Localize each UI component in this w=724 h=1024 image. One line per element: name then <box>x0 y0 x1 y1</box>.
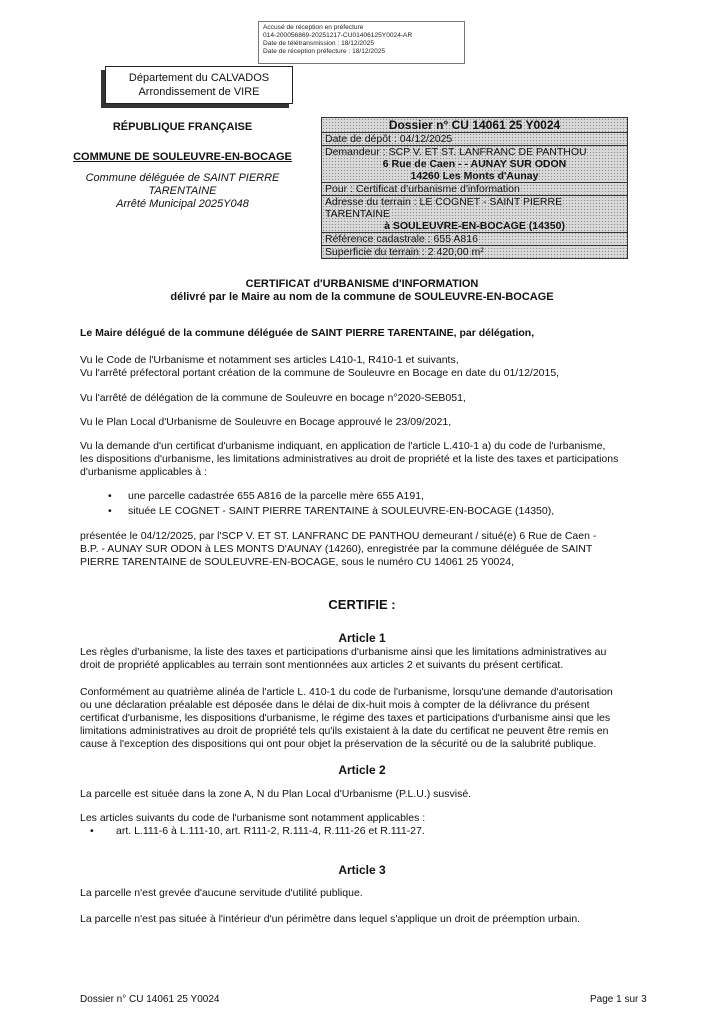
list-item-text: située LE COGNET - SAINT PIERRE TARENTAINE à SOULEUVRE-EN-BOCAGE (14350), <box>128 505 555 517</box>
superficie: Superficie du terrain : 2 420,00 m² <box>322 245 627 258</box>
stamp-line: Date de télétransmission : 18/12/2025 <box>263 40 375 47</box>
adresse-line: à SOULEUVRE-EN-BOCAGE (14350) <box>384 220 565 232</box>
certificate-title-line: CERTIFICAT d'URBANISME d'INFORMATION <box>245 278 479 290</box>
delegated-commune-line: Commune déléguée de SAINT PIERRE <box>85 172 280 184</box>
article-line: ou une déclaration préalable est déposée dans le délai de dix-huit mois à compter de la délivrance du présent <box>80 699 590 711</box>
vu-line: Vu le Code de l'Urbanisme et notamment ses articles L410-1, R410-1 et suivants, <box>80 354 459 366</box>
department-box <box>105 66 293 104</box>
article-line: limitations administratives au droit de propriété tels qu'ils existaient à la date du certificat ne peuvent être remis en <box>80 725 609 737</box>
article-line: certificat d'urbanisme, les dispositions d'urbanisme, le régime des taxes et participations d'urbanisme ainsi que les <box>80 712 611 724</box>
article-heading: Article 3 <box>338 863 386 877</box>
page-number: Page 1 sur 3 <box>590 994 647 1005</box>
certificate-title <box>0 278 724 304</box>
date-depot: Date de dépôt : 04/12/2025 <box>322 132 627 145</box>
maire-text: Le Maire délégué de la commune déléguée de SAINT PIERRE TARENTAINE, par délégation, <box>80 327 535 339</box>
article3-paragraph: La parcelle n'est pas située à l'intérieur d'un périmètre dans lequel s'applique un droit de préemption urbain. <box>80 913 581 925</box>
presentee-paragraph <box>80 530 650 569</box>
vu-line: Vu la demande d'un certificat d'urbanisme indiquant, en application de l'article L.410-1 a) du code de l'urbanisme, <box>80 440 606 452</box>
dossier-number: Dossier n° CU 14061 25 Y0024 <box>388 118 561 132</box>
bullet-icon: • <box>108 490 112 502</box>
certificate-subtitle: délivré par le Maire au nom de la commune de SOULEUVRE-EN-BOCAGE <box>170 291 554 303</box>
article2-paragraph: La parcelle est située dans la zone A, N du Plan Local d'Urbanisme (P.L.U.) susvisé. <box>80 788 472 800</box>
department-name: Département du CALVADOS <box>128 72 270 84</box>
article-line: droit de propriété applicables au terrain sont mentionnées aux articles 2 et suivants du présent certificat. <box>80 659 564 671</box>
presentee-line: présentée le 04/12/2025, par l'SCP V. ET ST. LANFRANC DE PANTHOU demeurant / situé(e) 6 Rue de Caen - <box>80 530 597 542</box>
maire-statement <box>80 327 640 340</box>
vu-paragraph <box>80 354 640 380</box>
arrondissement-name: Arrondissement de VIRE <box>138 86 260 98</box>
stamp-line: Accusé de réception en préfecture <box>263 24 364 31</box>
presentee-line: B.P. - AUNAY SUR ODON à LES MONTS D'AUNAY (14260), enregistrée par la commune déléguée de SAINT <box>80 543 593 555</box>
reception-stamp <box>258 21 465 64</box>
article-line: Les règles d'urbanisme, la liste des taxes et participations d'urbanisme ainsi que les limitations administratives au <box>80 646 607 658</box>
certifie-heading: CERTIFIE : <box>328 597 396 612</box>
vu-demand-paragraph <box>80 440 640 479</box>
list-item-text: art. L.111-6 à L.111-10, art. R111-2, R.111-4, R.111-26 et R.111-27. <box>116 825 425 837</box>
delegated-commune <box>60 172 305 211</box>
vu-line: les dispositions d'urbanisme, les limitations administratives au droit de propriété et la liste des taxes et participations <box>80 453 619 465</box>
article3-paragraph: La parcelle n'est grevée d'aucune servitude d'utilité publique. <box>80 887 363 899</box>
demandeur <box>322 145 627 182</box>
commune-name: COMMUNE DE SOULEUVRE-EN-BOCAGE <box>73 151 292 163</box>
vu-line: Vu l'arrêté préfectoral portant création de la commune de Souleuvre en Bocage en date du 01/12/2015, <box>80 367 560 379</box>
pour: Pour : Certificat d'urbanisme d'information <box>322 182 627 195</box>
demandeur-line: 14260 Les Monts d'Aunay <box>410 170 539 182</box>
article2-paragraph: Les articles suivants du code de l'urbanisme sont notamment applicables : <box>80 812 426 824</box>
dossier-box <box>321 117 628 259</box>
article1-paragraph <box>80 646 650 672</box>
demandeur-line: Demandeur : SCP V. ET ST. LANFRANC DE PANTHOU <box>325 146 587 158</box>
arrete-number: Arrêté Municipal 2025Y048 <box>116 198 249 210</box>
article1-paragraph <box>80 686 650 751</box>
stamp-line: 014-200056869-20251217-CU01406125Y0024-AR <box>263 32 413 39</box>
vu-paragraph: Vu l'arrêté de délégation de la commune de Souleuvre en bocage n°2020-SEB051, <box>80 392 466 404</box>
vu-line: d'urbanisme applicables à : <box>80 466 207 478</box>
adresse-line: Adresse du terrain : LE COGNET - SAINT PIERRE TARENTAINE <box>325 196 563 220</box>
article-line: cause à l'exception des dispositions qui ont pour objet la préservation de la sécurité ou de la salubrité publique. <box>80 738 597 750</box>
adresse-terrain <box>322 195 627 232</box>
stamp-line: Date de réception préfecture : 18/12/2025 <box>263 48 386 55</box>
list-item-text: une parcelle cadastrée 655 A816 de la parcelle mère 655 A191, <box>128 490 424 502</box>
footer-dossier: Dossier n° CU 14061 25 Y0024 <box>80 994 220 1005</box>
bullet-icon: • <box>90 825 94 837</box>
reference-cadastrale: Référence cadastrale : 655 A816 <box>322 232 627 245</box>
delegated-commune-line: TARENTAINE <box>148 185 217 197</box>
demandeur-line: 6 Rue de Caen - - AUNAY SUR ODON <box>382 158 567 170</box>
bullet-icon: • <box>108 505 112 517</box>
republic-title: RÉPUBLIQUE FRANÇAISE <box>112 121 253 133</box>
vu-paragraph: Vu le Plan Local d'Urbanisme de Souleuvre en Bocage approuvé le 23/09/2021, <box>80 416 452 428</box>
presentee-line: PIERRE TARENTAINE de SOULEUVRE-EN-BOCAGE, sous le numéro CU 14061 25 Y0024, <box>80 556 514 568</box>
article-heading: Article 1 <box>338 631 386 645</box>
article-line: Conformément au quatrième alinéa de l'article L. 410-1 du code de l'urbanisme, lorsqu'une demande d'autorisation <box>80 686 613 698</box>
article-heading: Article 2 <box>338 763 386 777</box>
